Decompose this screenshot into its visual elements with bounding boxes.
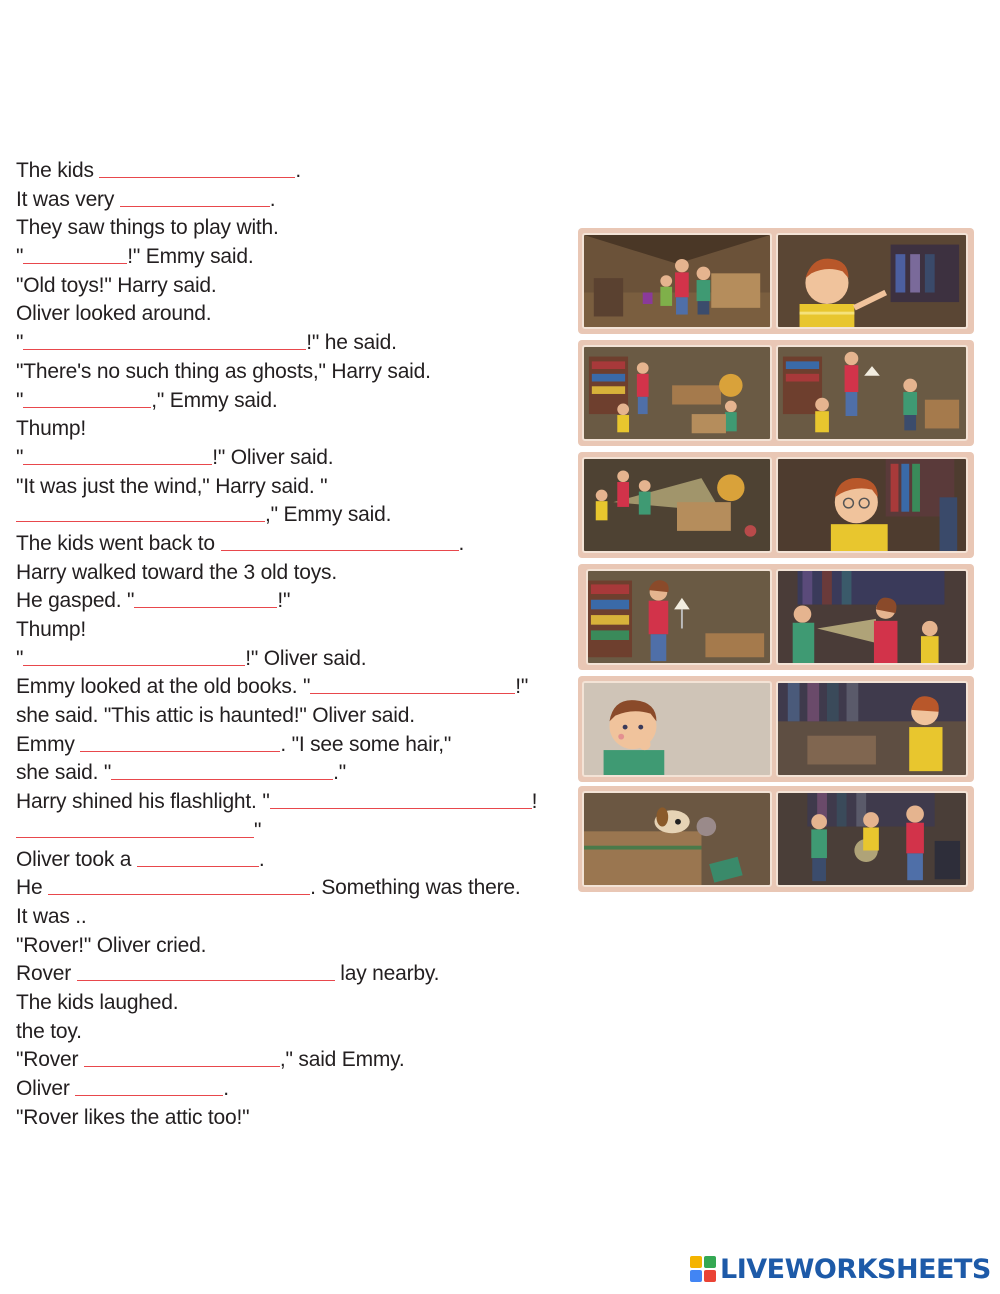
story-line: Oliver . — [16, 1077, 229, 1100]
answer-blank[interactable] — [48, 874, 310, 895]
logo-grid-icon — [690, 1256, 716, 1282]
story-line: the toy. — [16, 1019, 82, 1043]
story-line: " ," Emmy said. — [16, 388, 278, 412]
picture-row — [578, 228, 974, 334]
story-line: ," Emmy said. — [16, 501, 586, 530]
picture-row — [578, 452, 974, 558]
story-line: "It was just the wind," Harry said. " — [16, 474, 328, 498]
answer-blank[interactable] — [134, 587, 277, 608]
story-line: They saw things to play with. — [16, 216, 279, 240]
answer-blank[interactable] — [270, 788, 532, 809]
story-line: Thump! — [16, 618, 86, 641]
story-picture[interactable] — [582, 791, 772, 887]
story-picture[interactable] — [582, 681, 772, 777]
story-picture[interactable] — [582, 233, 772, 329]
story-line: It was .. — [16, 904, 87, 928]
story-picture[interactable] — [776, 345, 968, 441]
story-picture[interactable] — [582, 345, 772, 441]
answer-blank[interactable] — [221, 530, 459, 551]
story-line: she said. "This attic is haunted!" Oliver said. — [16, 704, 415, 728]
answer-blank[interactable] — [111, 759, 333, 780]
story-line: "Rover ," said Emmy. — [16, 1048, 405, 1072]
story-line: Harry shined his flashlight. " ! — [16, 790, 538, 814]
picture-row — [578, 676, 974, 782]
story-line: The kids laughed. — [16, 990, 179, 1014]
story-line: " !" Oliver said. — [16, 445, 334, 469]
story-line: "Rover likes the attic too!" — [16, 1105, 250, 1129]
story-line: Harry walked toward the 3 old toys. — [16, 560, 337, 584]
answer-blank[interactable] — [23, 329, 306, 350]
answer-blank[interactable] — [120, 186, 270, 207]
story-line: It was very . — [16, 187, 276, 211]
story-text — [16, 157, 586, 1132]
liveworksheets-logo[interactable] — [690, 1253, 991, 1285]
answer-blank[interactable] — [23, 243, 127, 264]
answer-blank[interactable] — [80, 731, 280, 752]
answer-blank[interactable] — [23, 444, 212, 465]
story-line: Emmy looked at the old books. " !" — [16, 675, 529, 699]
story-picture[interactable] — [586, 569, 772, 665]
story-line: The kids went back to . — [16, 531, 465, 555]
story-line: she said. " ." — [16, 761, 347, 785]
picture-row — [578, 340, 974, 446]
story-line: He gasped. " !" — [16, 589, 291, 613]
story-line: Oliver looked around. — [16, 302, 212, 326]
answer-blank[interactable] — [16, 817, 254, 838]
story-line: " !" he said. — [16, 331, 397, 355]
story-picture[interactable] — [582, 457, 772, 553]
story-line: The kids . — [16, 159, 302, 182]
story-picture[interactable] — [776, 569, 968, 665]
story-picture[interactable] — [776, 791, 968, 887]
story-line: " !" Oliver said. — [16, 646, 367, 670]
story-picture[interactable] — [776, 457, 968, 553]
answer-blank[interactable] — [16, 501, 265, 522]
story-line: "Old toys!" Harry said. — [16, 273, 217, 297]
answer-blank[interactable] — [137, 846, 259, 867]
picture-strip — [578, 228, 974, 892]
answer-blank[interactable] — [310, 673, 515, 694]
picture-row — [578, 564, 974, 670]
story-line: "Rover!" Oliver cried. — [16, 933, 207, 957]
story-line: He . Something was there. — [16, 876, 521, 900]
answer-blank[interactable] — [23, 645, 245, 666]
story-picture[interactable] — [776, 681, 968, 777]
story-line: Rover lay nearby. — [16, 962, 440, 986]
picture-row — [578, 786, 974, 892]
story-line: Emmy . "I see some hair," — [16, 732, 452, 756]
story-picture[interactable] — [776, 233, 968, 329]
story-line: Thump! — [16, 417, 86, 441]
story-line: "There's no such thing as ghosts," Harry said. — [16, 359, 431, 383]
answer-blank[interactable] — [84, 1046, 280, 1067]
answer-blank[interactable] — [99, 157, 295, 178]
answer-blank[interactable] — [77, 960, 335, 981]
story-line: Oliver took a . — [16, 847, 265, 871]
logo-text: LIVEWORKSHEETS — [720, 1253, 991, 1285]
answer-blank[interactable] — [75, 1075, 223, 1096]
story-line: " !" Emmy said. — [16, 245, 254, 269]
answer-blank[interactable] — [23, 387, 151, 408]
story-line: " — [16, 817, 586, 846]
